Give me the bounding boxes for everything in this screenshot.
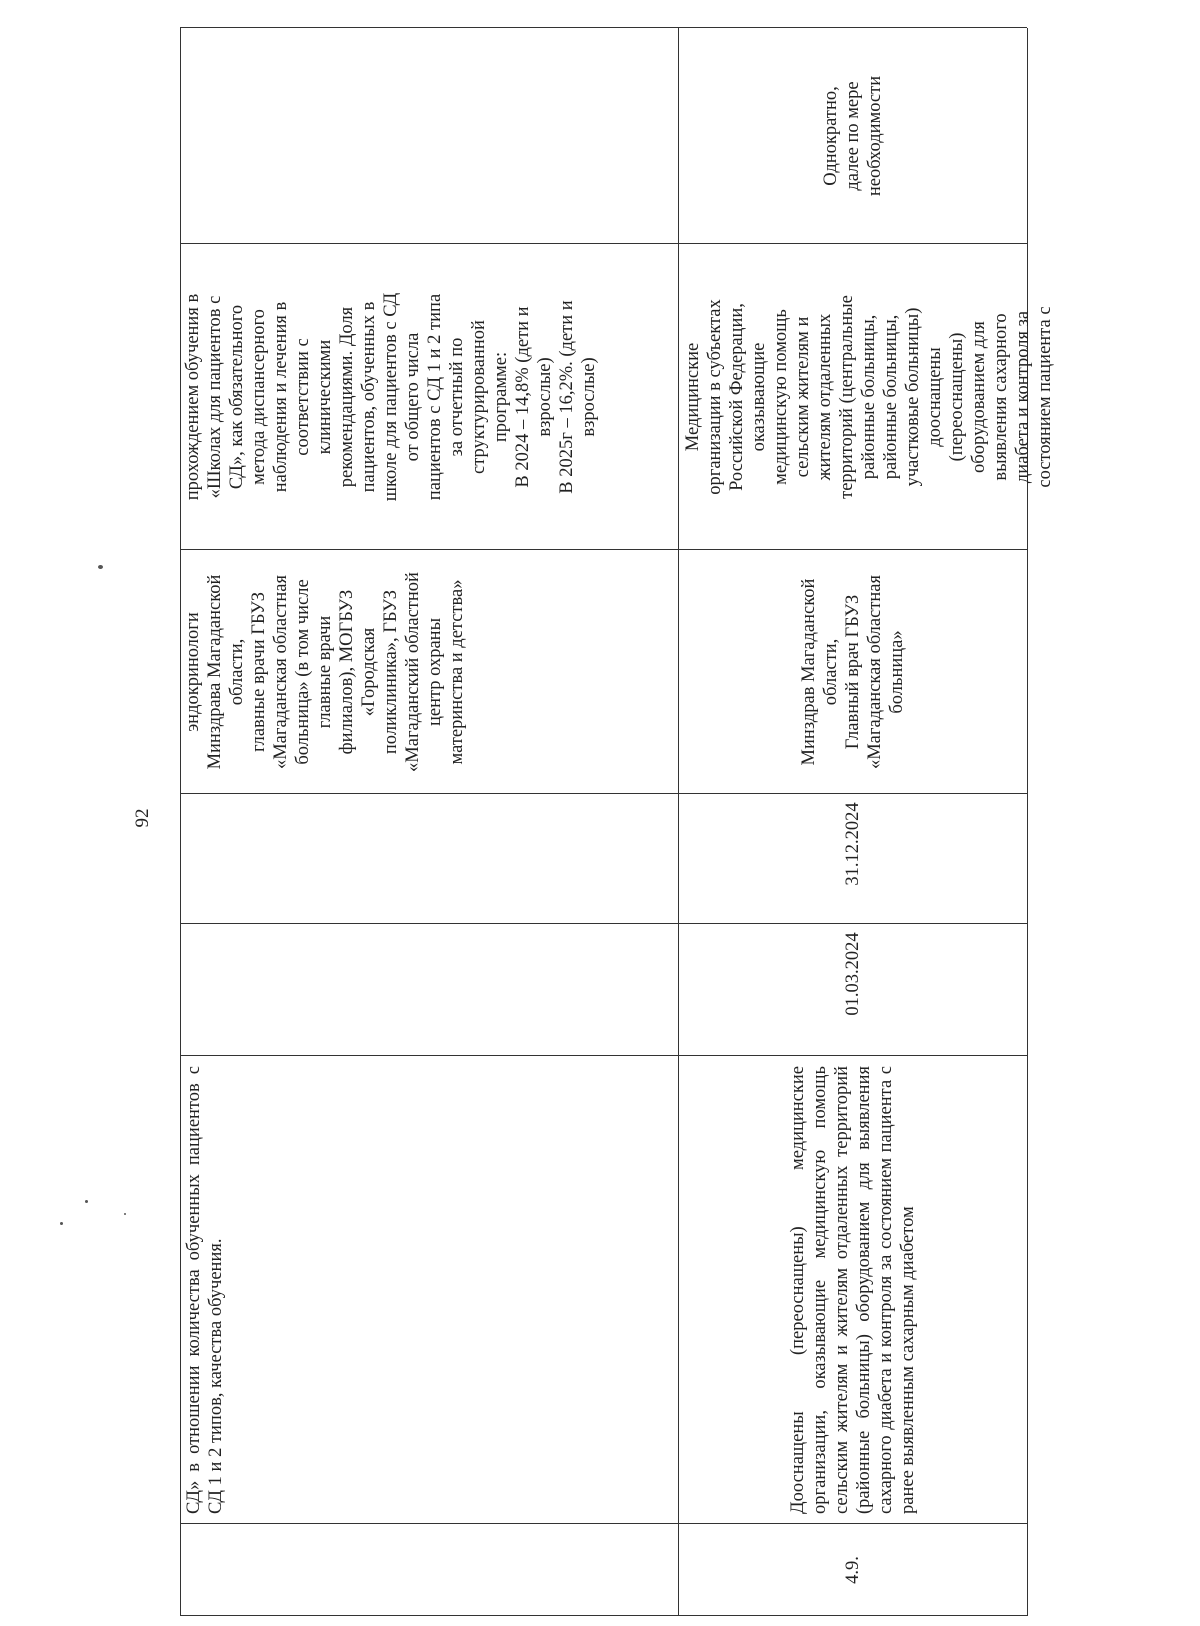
page-number: 92 bbox=[132, 808, 153, 828]
table-row-2-frequency: Однократно, далее по мере необходимости bbox=[820, 75, 885, 197]
column-divider bbox=[180, 243, 1027, 244]
table-row-2-description: Дооснащены (переоснащены) медицинские организации, оказывающие медицинскую помощь сельским жителям и жителям отдаленных территорий (районные больницы) оборудованием для выявления сахарного диабета и контроля за состоянием пациента с ранее выявленным сахарным диабетом bbox=[787, 1066, 918, 1514]
table-row-2-start-date: 01.03.2024 bbox=[842, 932, 863, 1016]
column-divider bbox=[180, 923, 1027, 924]
document-table bbox=[180, 28, 1055, 1616]
table-row-2-responsible: Минздрав Магаданской области, Главный врач ГБУЗ «Магаданская областная больница» bbox=[798, 574, 907, 770]
table-row-1-description: СД» в отношении количества обученных пациентов с СД 1 и 2 типов, качества обучения. bbox=[184, 1066, 226, 1514]
column-divider bbox=[180, 1615, 1027, 1616]
column-divider bbox=[180, 1523, 1027, 1524]
table-border bbox=[180, 28, 181, 1616]
table-row-1-responsible: эндокринологи Минздрава Магаданской области, главные врачи ГБУЗ «Магаданская областная больница» (в том числе главные врачи филиалов), МОГБУЗ «Городская поликлиника», ГБУЗ «Магаданский областной центр охраны материнства и детства» bbox=[183, 572, 467, 772]
column-divider bbox=[180, 549, 1027, 550]
table-row-2-number: 4.9. bbox=[842, 1556, 863, 1584]
table-border bbox=[678, 28, 679, 1616]
column-divider bbox=[180, 1055, 1027, 1056]
column-divider bbox=[180, 27, 1027, 28]
table-row-2-end-date: 31.12.2024 bbox=[842, 802, 863, 886]
table-row-2-result: Медицинские организации в субъектах Российской Федерации, оказывающие медицинскую помощь сельским жителям и жителям отдаленных территорий (центральные районные больницы, районные больницы, участковые больницы) дооснащены (переоснащены) оборудованием для выявления сахарного диабета и контроля за состоянием пациента с bbox=[683, 295, 1055, 499]
table-row-1-result: прохождением обучения в «Школах для пациентов с СД», как обязательного метода диспансерного наблюдения и лечения в соответствии с клиническими рекомендациями. Доля пациентов, обученных в школе для пациентов с СД от общего числа пациентов с СД 1 и 2 типа за отчетный по структурированной программе: В 2024 – 14,8% (дети и взрослые) В 2025г – 16,2%. (дети и взрослые) bbox=[183, 292, 599, 502]
column-divider bbox=[180, 793, 1027, 794]
